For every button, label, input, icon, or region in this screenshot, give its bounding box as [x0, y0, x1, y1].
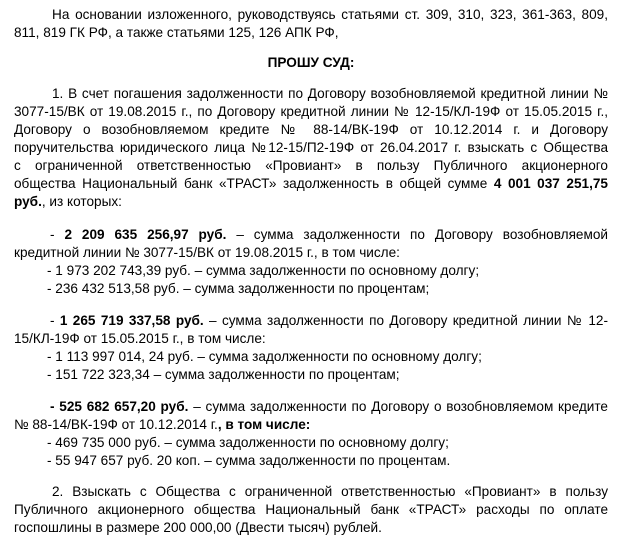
item1-line-1: 1. В счет погашения задолженности по Договору возобновляемой кредитной линии №	[52, 86, 608, 101]
block1-dash: -	[50, 227, 65, 242]
block1-amount: 2 209 635 256,97 руб.	[64, 227, 227, 242]
block1-line-1	[50, 226, 608, 244]
block2-dash: -	[50, 313, 60, 328]
block2-amount: 1 265 719 337,58 руб.	[59, 313, 204, 328]
block1-line-2: кредитной линии № 3077-15/ВК от 19.08.2015 г., в том числе:	[14, 245, 400, 260]
block3-line-1	[50, 398, 608, 416]
block2-line-1-text: – сумма задолженности по Договору кредитной линии № 12-	[203, 313, 608, 328]
item1-line-6-text: общества Национальный банк «ТРАСТ» задолженность в общей сумме	[14, 176, 494, 191]
page-title: ПРОШУ СУД:	[267, 55, 355, 70]
block1-sub-1: - 1 973 202 743,39 руб. – сумма задолженности по основному долгу;	[47, 263, 480, 278]
item1-line-2: 3077-15/ВК от 19.08.2015 г., по Договору кредитной линии № 12-15/КЛ-19Ф от 15.05.2015 г.,	[14, 104, 608, 119]
item1-line-6	[14, 175, 608, 193]
total-currency: руб.	[14, 194, 42, 209]
block2-sub-1: - 1 113 997 014, 24 руб. – сумма задолженности по основному долгу;	[47, 349, 482, 364]
block1-line-1-text: – сумма задолженности по Договору возобновляемой	[226, 227, 608, 242]
intro-line-2	[14, 24, 608, 42]
block3-line-2-text: , в том числе:	[217, 417, 311, 432]
intro-line-1	[52, 6, 608, 24]
item1-line-5: с ограниченной ответственностью «Провиант» в пользу Публичного акционерного	[14, 158, 608, 173]
block3-line-2	[14, 416, 608, 434]
block3-sub-1: - 469 735 000 руб. – сумма задолженности по основному долгу;	[47, 435, 449, 450]
intro-text-1: На основании изложенного, руководствуясь статьями ст. 309, 310, 323, 361-363, 809,	[52, 7, 608, 22]
total-amount: 4 001 037 251,75	[493, 176, 608, 191]
block3-amount: - 525 682 657,20 руб.	[50, 399, 189, 414]
block1-sub-2: - 236 432 513,58 руб. – сумма задолженности по процентам;	[47, 281, 430, 296]
intro-text-2: 811, 819 ГК РФ, а также статьями 125, 126 АПК РФ,	[14, 25, 339, 40]
item1-line-3: Договору о возобновляемом кредите № 88-14/ВК-19Ф от 10.12.2014 г. и Договору	[14, 122, 608, 137]
block3-sub-2: - 55 947 657 руб. 20 коп. – сумма задолженности по процентам.	[47, 453, 451, 468]
block3-contract: № 88-14/ВК-19Ф от 10.12.2014 г.	[14, 417, 218, 432]
block2-line-1	[50, 312, 608, 330]
block2-line-2: 15/КЛ-19Ф от 15.05.2015 г., в том числе:	[14, 331, 266, 346]
item1-line-7-text: , из которых:	[41, 194, 122, 209]
block2-sub-2: - 151 722 323,34 – сумма задолженности по процентам;	[47, 367, 400, 382]
item1-line-4: поручительства юридического лица №12-15/П2-19Ф от 26.04.2017 г. взыскать с Общества	[14, 140, 608, 155]
item2-line-3: госпошлины в размере 200 000,00 (Двести тысяч) рублей.	[14, 520, 382, 535]
block3-line-1-text: – сумма задолженности по Договору о возобновляемом кредите	[188, 399, 608, 414]
item1-line-7	[14, 193, 608, 211]
item2-line-2: Публичного акционерного общества Национальный банк «ТРАСТ» расходы по оплате	[14, 502, 608, 517]
item2-line-1: 2. Взыскать с Общества с ограниченной ответственностью «Провиант» в пользу	[52, 484, 608, 499]
